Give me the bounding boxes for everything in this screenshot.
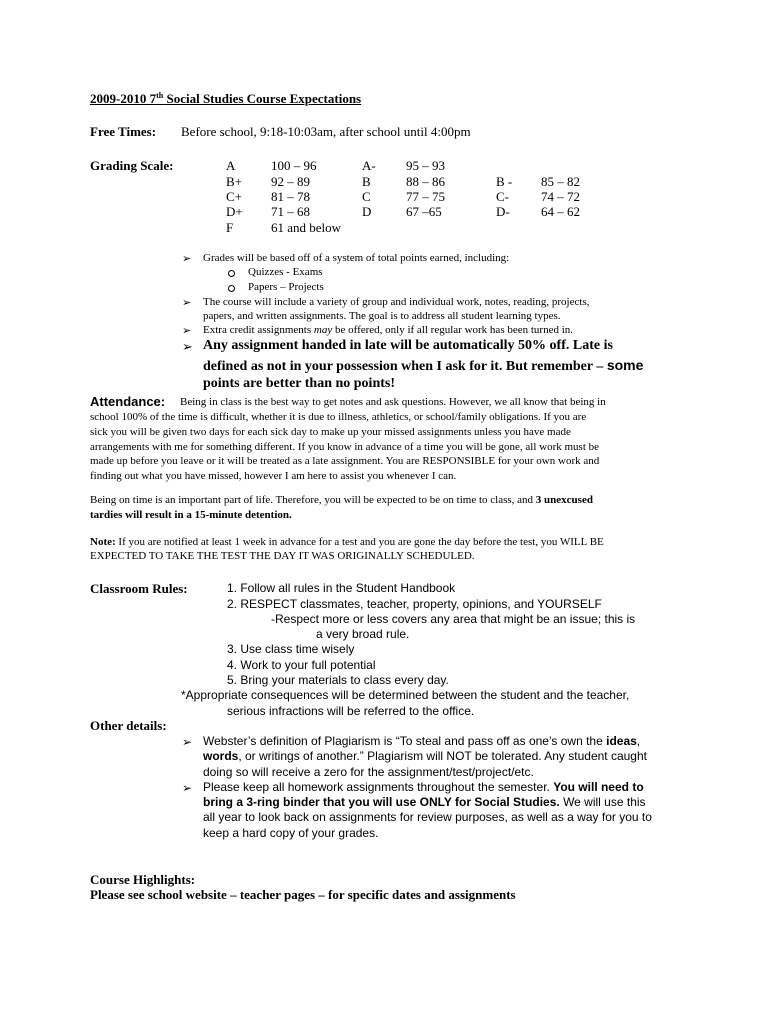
grade-range: 77 – 75 — [406, 189, 445, 204]
grade-letter: C — [362, 189, 371, 204]
rule-item: 2. RESPECT classmates, teacher, property, opinions, and YOURSELF — [227, 597, 602, 611]
free-times-label: Free Times: — [90, 124, 157, 139]
ontime-line2: tardies will result in a 15-minute detention. — [90, 509, 292, 521]
late-policy-line2: defined as not in your possession when I ask for it. But remember – some — [203, 357, 644, 374]
arrow-bullet-icon: ➢ — [182, 781, 193, 795]
grade-range: 81 – 78 — [271, 189, 310, 204]
rule-item: 4. Work to your full potential — [227, 658, 376, 672]
note-line1: Note: If you are notified at least 1 week in advance for a test and you are gone the day before the test, you WILL BE — [90, 536, 604, 548]
grade-range: 95 – 93 — [406, 158, 445, 173]
rule-item: 3. Use class time wisely — [227, 642, 355, 656]
attendance-label: Attendance: — [90, 394, 166, 409]
other-details-label: Other details: — [90, 718, 167, 733]
grade-range: 92 – 89 — [271, 174, 310, 189]
grade-letter: B+ — [226, 174, 243, 189]
grade-letter: D+ — [226, 204, 243, 219]
grading-scale-label: Grading Scale: — [90, 158, 174, 173]
grade-range: 64 – 62 — [541, 204, 580, 219]
page-title: 2009-2010 7th Social Studies Course Expectations — [90, 91, 362, 106]
sub-bullet-quizzes: Quizzes - Exams — [248, 266, 323, 278]
rule-item: 1. Follow all rules in the Student Handbook — [227, 581, 456, 595]
late-policy-line1: Any assignment handed in late will be automatically 50% off. Late is — [203, 338, 613, 353]
rule-sub-item: -Respect more or less covers any area that might be an issue; this is — [271, 612, 636, 626]
circle-bullet-icon — [228, 285, 235, 292]
attendance-line: arrangements with me for something different. If you know in advance of a time you will be gone, all work must be — [90, 441, 600, 453]
grade-range: 88 – 86 — [406, 174, 445, 189]
grade-range: 85 – 82 — [541, 174, 580, 189]
late-policy-line3: points are better than no points! — [203, 376, 396, 391]
grade-range: 74 – 72 — [541, 189, 580, 204]
binder-line1: Please keep all homework assignments throughout the semester. You will need to — [203, 780, 644, 794]
grade-letter: B — [362, 174, 371, 189]
plagiarism-line3: doing so will receive a zero for the assignment/test/project/etc. — [203, 765, 534, 779]
arrow-bullet-icon: ➢ — [182, 252, 192, 265]
grade-range: 71 – 68 — [271, 204, 310, 219]
attendance-line: finding out what you have missed, however I am here to assist you whenever I can. — [90, 470, 457, 482]
grade-letter: D- — [496, 204, 510, 219]
grade-letter: F — [226, 220, 234, 235]
grade-letter: C+ — [226, 189, 243, 204]
bullet-grades: Grades will be based off of a system of total points earned, including: — [203, 252, 510, 264]
note-line2: EXPECTED TO TAKE THE TEST THE DAY IT WAS ORIGINALLY SCHEDULED. — [90, 550, 475, 562]
bullet-course-line2: papers, and written assignments. The goal is to address all student learning types. — [203, 310, 561, 322]
bullet-course-line1: The course will include a variety of group and individual work, notes, reading, projects, — [203, 296, 590, 308]
course-highlights-line: Please see school website – teacher pages – for specific dates and assignments — [90, 887, 516, 902]
classroom-rules-label: Classroom Rules: — [90, 581, 188, 596]
rule-sub-item: a very broad rule. — [316, 627, 410, 641]
attendance-line: Being in class is the best way to get notes and ask questions. However, we all know that being in — [180, 396, 606, 408]
plagiarism-line1: Webster’s definition of Plagiarism is “To steal and pass off as one’s own the ideas, — [203, 734, 641, 748]
arrow-bullet-icon: ➢ — [182, 735, 193, 749]
grade-range: 67 –65 — [406, 204, 442, 219]
attendance-line: made up before you leave or it will be treated as a late assignment. You are RESPONSIBLE for your own work and — [90, 455, 600, 467]
attendance-line: school 100% of the time is difficult, whether it is due to illness, athletics, or school/family obligations. If you are — [90, 411, 587, 423]
grade-letter: B - — [496, 174, 513, 189]
binder-line2: bring a 3-ring binder that you will use ONLY for Social Studies. We will use this — [203, 795, 646, 809]
arrow-bullet-icon: ➢ — [182, 324, 192, 337]
circle-bullet-icon — [228, 270, 235, 277]
free-times-value: Before school, 9:18-10:03am, after school until 4:00pm — [181, 124, 471, 139]
consequences-line1: *Appropriate consequences will be determined between the student and the teacher, — [181, 688, 630, 702]
course-highlights-label: Course Highlights: — [90, 872, 196, 887]
grade-letter: A- — [362, 158, 376, 173]
binder-line4: keep a hard copy of your grades. — [203, 826, 379, 840]
bullet-extra-credit: Extra credit assignments may be offered, only if all regular work has been turned in. — [203, 324, 574, 336]
rule-item: 5. Bring your materials to class every day. — [227, 673, 449, 687]
sub-bullet-papers: Papers – Projects — [248, 281, 324, 293]
plagiarism-line2: words, or writings of another.” Plagiarism will NOT be tolerated. Any student caught — [203, 749, 647, 763]
consequences-line2: serious infractions will be referred to the office. — [227, 704, 475, 718]
grade-letter: C- — [496, 189, 509, 204]
attendance-line: sick you will be given two days for each sick day to make up your missed assignments unless you have made — [90, 426, 571, 438]
ontime-line1: Being on time is an important part of life. Therefore, you will be expected to be on time to class, and 3 unexcused — [90, 494, 593, 506]
arrow-bullet-icon: ➢ — [182, 296, 192, 309]
grade-letter: D — [362, 204, 372, 219]
binder-line3: all year to look back on assignments for review purposes, as well as a way for you to — [203, 810, 652, 824]
grade-range: 100 – 96 — [271, 158, 317, 173]
arrow-bullet-icon: ➢ — [182, 340, 193, 355]
grade-letter: A — [226, 158, 236, 173]
grade-range: 61 and below — [271, 220, 342, 235]
